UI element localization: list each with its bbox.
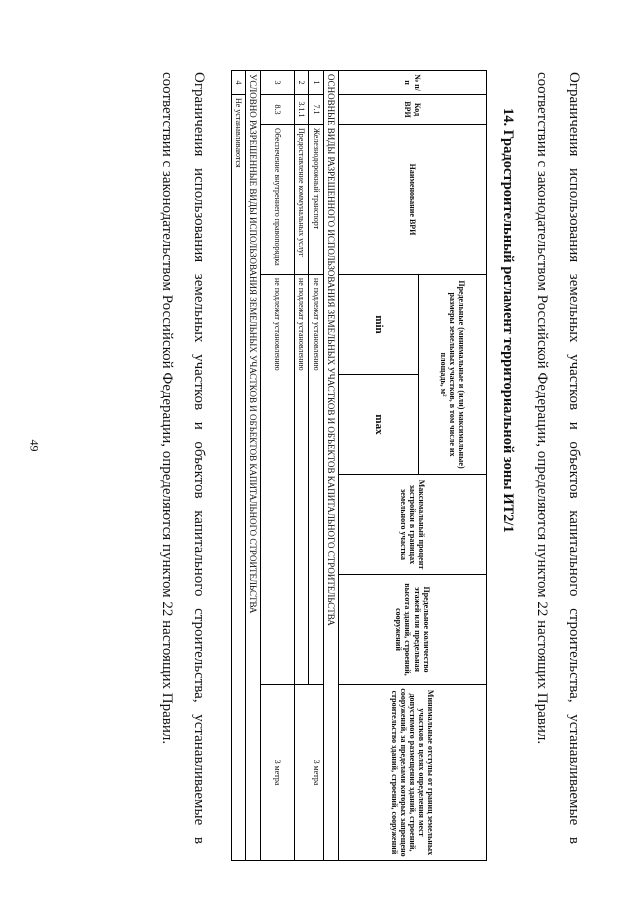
row-area: не подлежат установлению <box>309 275 323 685</box>
table-row <box>309 71 323 861</box>
table-row <box>231 71 245 861</box>
header-name: Наименование ВРИ <box>339 125 487 275</box>
header-min: min <box>339 275 419 375</box>
header-code: Код ВРИ <box>339 95 487 125</box>
row-num: 2 <box>295 71 309 95</box>
row-not-established: Не устанавливаются <box>231 95 245 861</box>
row-name: Предоставление коммунальных услуг <box>295 125 309 275</box>
header-area-text: Предельные (минимальные и (или) максимальные) размеры земельных участков, в том числе их площадь, м² <box>438 280 467 469</box>
page-number: 49 <box>27 439 42 452</box>
row-code: 3.1.1 <box>295 95 309 125</box>
header-area <box>419 275 487 475</box>
header-coverage: Максимальный процент застройки в границах земельного участка <box>339 475 487 575</box>
restrictions-paragraph-top: Ограничения использования земельных участков и объектов капитального строительства, устанавливаемые в соответствии с законодательством Российской Федерации, определяются пунктом 22 настоящих Правил. <box>534 72 582 844</box>
table-row <box>261 71 295 861</box>
header-floors: Предельное количество этажей или предельная высота зданий, строений, сооружений <box>339 575 487 685</box>
row-code: 7.1 <box>309 95 323 125</box>
header-max: max <box>339 375 419 475</box>
section-main-permitted: ОСНОВНЫЕ ВИДЫ РАЗРЕШЕННОГО ИСПОЛЬЗОВАНИЯ ЗЕМЕЛЬНЫХ УЧАСТКОВ И ОБЪЕКТОВ КАПИТАЛЬНОГО СТРОИТЕЛЬСТВА <box>323 71 338 861</box>
row-area: не подлежат установлению <box>261 275 295 685</box>
row-name: Обеспечение внутреннего правопорядка <box>261 125 295 275</box>
row-name: Железнодорожный транспорт <box>309 125 323 275</box>
row-num: 4 <box>231 71 245 95</box>
regulation-table <box>231 70 487 861</box>
row-code: 8.3 <box>261 95 295 125</box>
row-num: 1 <box>309 71 323 95</box>
section-conditional-permitted: УСЛОВНО РАЗРЕШЕННЫЕ ВИДЫ ИСПОЛЬЗОВАНИЯ ЗЕМЕЛЬНЫХ УЧАСТКОВ И ОБЪЕКТОВ КАПИТАЛЬНОГО СТРОИТЕЛЬСТВА <box>245 71 260 861</box>
restrictions-paragraph-bottom: Ограничения использования земельных участков и объектов капитального строительства, устанавливаемые в соответствии с законодательством Российской Федерации, определяются пунктом 22 настоящих Правил. <box>158 72 207 844</box>
row-setback: 3 метра <box>261 685 295 861</box>
page-content <box>50 42 590 862</box>
row-area: не подлежат установлению <box>295 275 309 685</box>
row-setback: 3 метра <box>295 685 323 861</box>
rotated-page <box>50 42 590 862</box>
header-num: № п/п <box>339 71 487 95</box>
row-num: 3 <box>261 71 295 95</box>
header-setback: Минимальные отступы от границ земельных участков в целях определения мест допустимого размещения зданий, строений, сооружений, за пределами которых запрещено строительство зданий, строений, сооружений <box>339 685 487 861</box>
zone-heading: 14. Градостроительный регламент территориальной зоны ИТ2/1 <box>500 108 516 533</box>
